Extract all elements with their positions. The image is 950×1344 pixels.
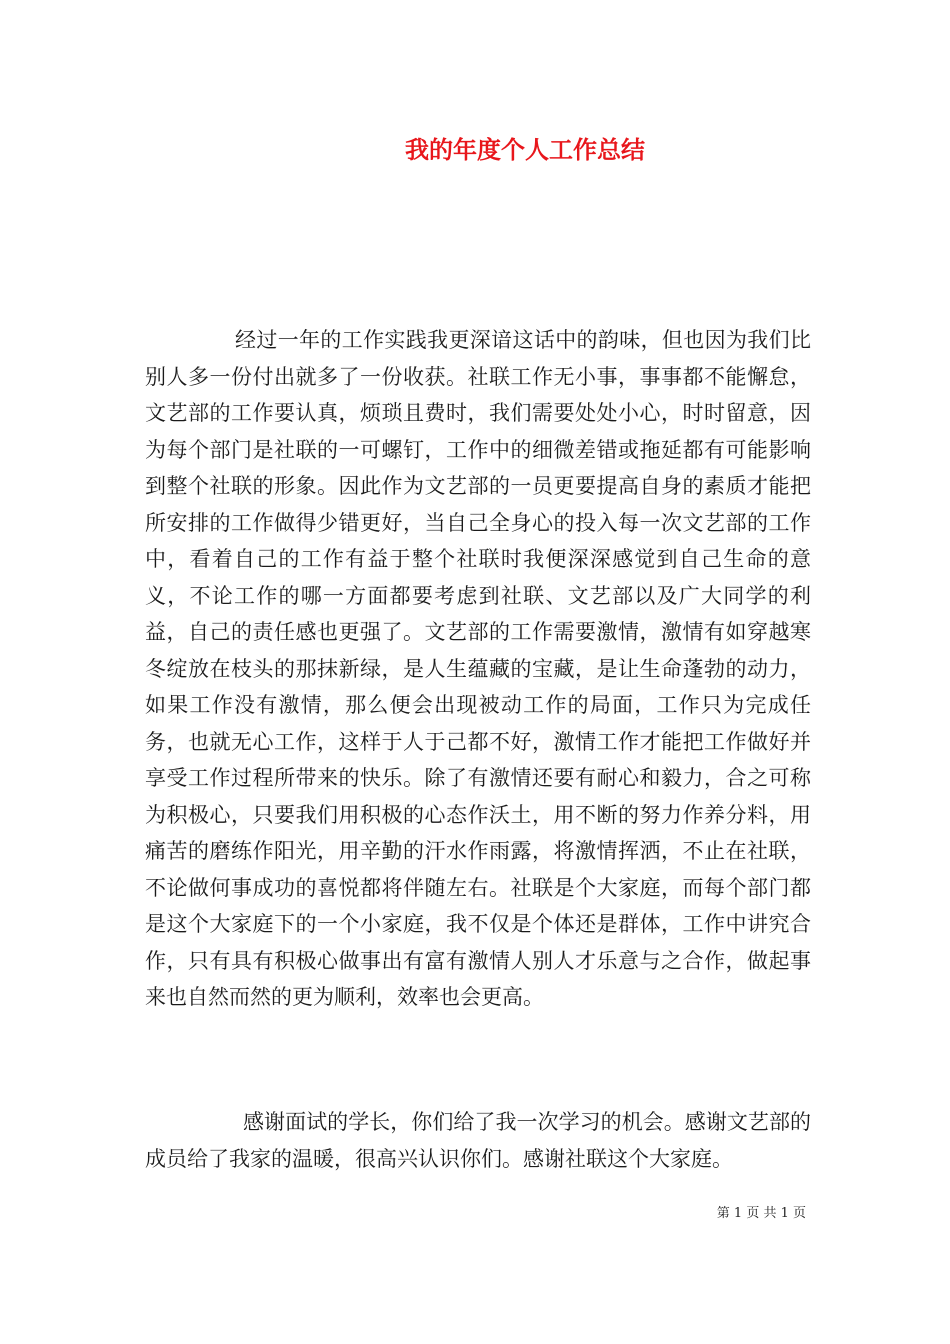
body-paragraph-1: 经过一年的工作实践我更深谙这话中的韵味，但也因为我们比别人多一份付出就多了一份收获。社联工作无小事，事事都不能懈怠，文艺部的工作要认真，烦琐且费时，我们需要处处小心，时时留意，因为每个部门是社联的一可螺钉，工作中的细微差错或拖延都有可能影响到整个社联的形象。因此作为文艺部的一员更要提高自身的素质才能把所安排的工作做得少错更好，当自己全身心的投入每一次文艺部的工作中，看着自己的工作有益于整个社联时我便深深感觉到自己生命的意义，不论工作的哪一方面都要考虑到社联、文艺部以及广大同学的利益，自己的责任感也更强了。文艺部的工作需要激情，激情有如穿越寒冬绽放在枝头的那抹新绿，是人生蕴藏的宝藏，是让生命蓬勃的动力，如果工作没有激情，那么便会出现被动工作的局面，工作只为完成任务，也就无心工作，这样于人于己都不好，激情工作才能把工作做好并享受工作过程所带来的快乐。除了有激情还要有耐心和毅力，合之可称为积极心，只要我们用积极的心态作沃土，用不断的努力作养分料，用痛苦的磨练作阳光，用辛勤的汗水作雨露，将激情挥洒，不止在社联，不论做何事成功的喜悦都将伴随左右。社联是个大家庭，而每个部门都是这个大家庭下的一个小家庭，我不仅是个体还是群体，工作中讲究合作，只有具有积极心做事出有富有激情人别人才乐意与之合作，做起事来也自然而然的更为顺利，效率也会更高。 (145, 328, 811, 1009)
document-title: 我的年度个人工作总结 (405, 135, 645, 164)
page-number-footer: 第 1 页 共 1 页 (716, 1206, 806, 1221)
body-paragraph-2: 感谢面试的学长，你们给了我一次学习的机会。感谢文艺部的成员给了我家的温暖，很高兴认识你们。感谢社联这个大家庭。 (145, 1110, 811, 1171)
